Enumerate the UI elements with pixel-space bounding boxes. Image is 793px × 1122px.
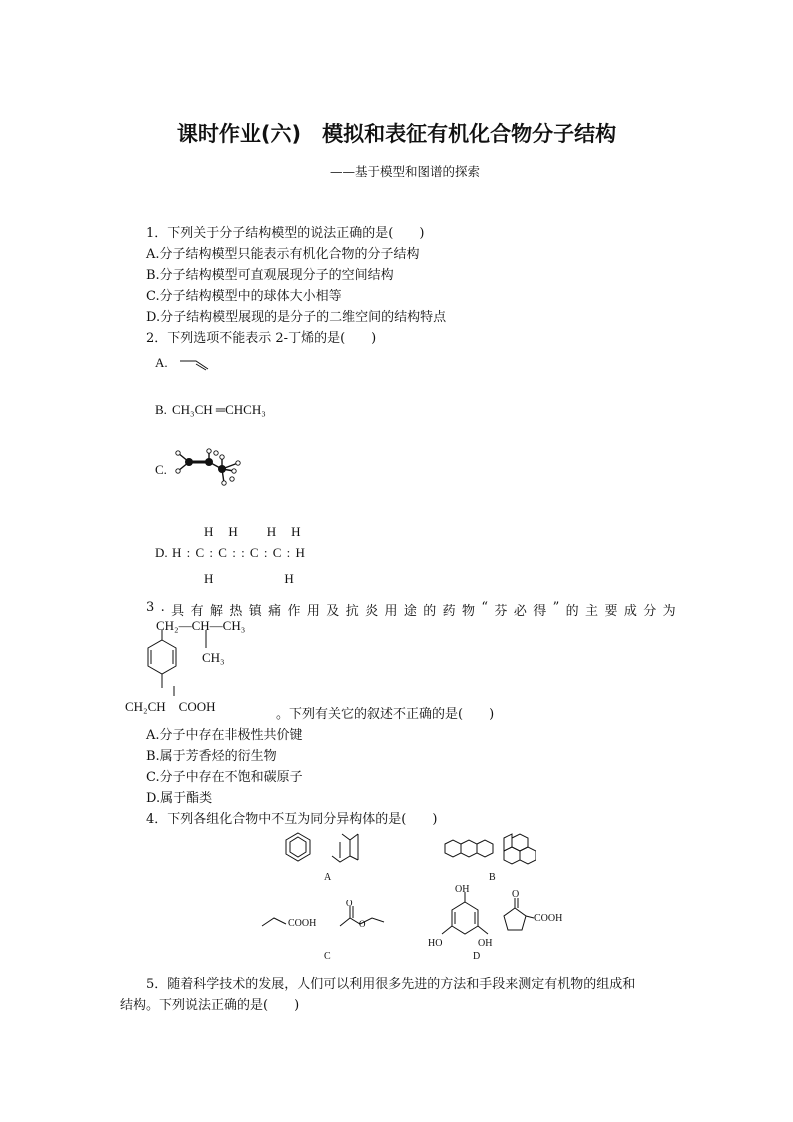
q4-stem: 4．下列各组化合物中不互为同分异构体的是( ) (146, 812, 438, 827)
q4-option-b-label: B (489, 872, 496, 883)
q3-structure-bottom-chain: CH₂CH COOH (125, 699, 216, 714)
q2-option-c-label: C. (155, 462, 167, 477)
q1-option-a: A.分子结构模型只能表示有机化合物的分子结构 (146, 247, 420, 262)
page-title: 课时作业(六) 模拟和表征有机化合物分子结构 (176, 122, 617, 146)
q4-option-a-label: A (324, 872, 332, 883)
q2-option-b-label: B. (155, 402, 167, 417)
q1-option-d: D.分子结构模型展现的是分子的二维空间的结构特点 (146, 310, 447, 325)
q4-option-d-oh-top: OH (455, 884, 470, 895)
q3-structure-ch-bond (168, 686, 180, 698)
q3-option-b: B.属于芳香烃的衍生物 (146, 749, 277, 764)
q4-option-c-cooh: COOH (288, 918, 317, 929)
q3-stem-tail: 。下列有关它的叙述不正确的是( ) (276, 707, 495, 722)
q3-structure-top-chain: CH₂—CH—CH₃ (156, 618, 246, 633)
q2-option-a-label: A. (155, 355, 168, 370)
q5-stem-line1: 5．随着科学技术的发展，人们可以利用很多先进的方法和手段来测定有机物的组成和 (146, 977, 636, 992)
q3-structure-methyl: CH₃ (202, 650, 225, 665)
q4-option-c-structures (260, 900, 390, 930)
q2-option-a-skeletal-formula (178, 356, 212, 372)
q3-option-a: A.分子中存在非极性共价键 (146, 728, 303, 743)
q2-option-d-bottom-hydrogens: H H (204, 571, 295, 586)
q5-stem-line2: 结构。下列说法正确的是( ) (120, 998, 300, 1013)
q2-stem: 2．下列选项不能表示 2-丁烯的是( ) (146, 331, 377, 346)
q3-stem: 3 . 具 有 解 热 镇 痛 作 用 及 抗 炎 用 途 的 药 物 “ 芬 必 得 ” 的 主 要 成 分 为 (146, 600, 676, 619)
q4-option-d-label: D (473, 951, 481, 962)
page-subtitle: ——基于模型和图谱的探索 (330, 164, 481, 179)
q2-option-d-top-hydrogens: H H H H (204, 524, 302, 539)
q4-option-d-oh-right: OH (478, 938, 493, 949)
q3-option-d: D.属于酯类 (146, 791, 213, 806)
q3-option-c: C.分子中存在不饱和碳原子 (146, 770, 303, 785)
q4-option-b-structures (436, 826, 536, 868)
svg-text:O: O (346, 900, 353, 908)
q4-option-c-label: C (324, 951, 331, 962)
q2-option-d-label: D. (155, 545, 168, 560)
svg-text:O: O (359, 919, 366, 929)
q4-option-d-ho-left: HO (428, 938, 443, 949)
q2-option-c-ball-stick-model (172, 443, 252, 493)
q2-option-b-formula: CH₃CH ═CHCH₃ (172, 402, 266, 417)
q2-option-d-electron-formula: H : C : C : : C : C : H (172, 545, 306, 560)
q4-option-d-ketone-o: O (512, 889, 520, 900)
q1-option-c: C.分子结构模型中的球体大小相等 (146, 289, 342, 304)
q4-option-a-structures (284, 830, 374, 870)
q1-option-b: B.分子结构模型可直观展现分子的空间结构 (146, 268, 394, 283)
q1-stem: 1．下列关于分子结构模型的说法正确的是( ) (146, 226, 425, 241)
q4-option-d-cooh: COOH (534, 913, 563, 924)
q3-structure-branch-bond (200, 630, 212, 650)
